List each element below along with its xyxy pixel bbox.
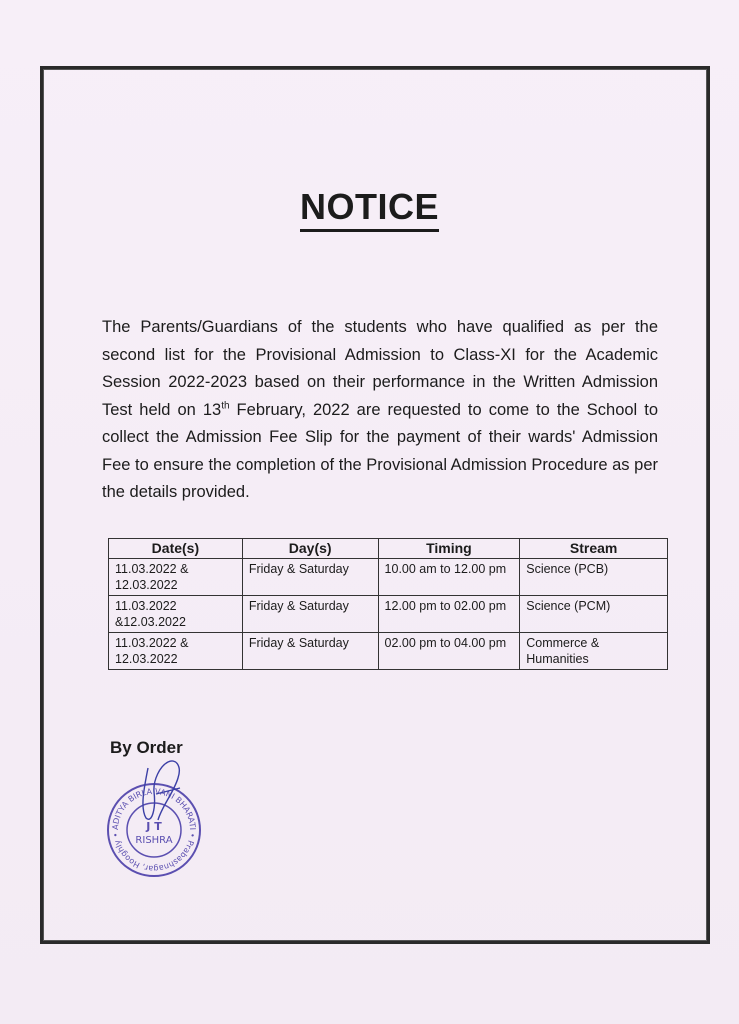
cell-dates: 11.03.2022 & 12.03.2022: [109, 633, 243, 670]
header-dates: Date(s): [109, 539, 243, 559]
cell-timing: 12.00 pm to 02.00 pm: [378, 596, 520, 633]
cell-stream: Commerce & Humanities: [520, 633, 668, 670]
cell-stream: Science (PCB): [520, 559, 668, 596]
cell-days: Friday & Saturday: [242, 596, 378, 633]
ordinal-suffix: th: [221, 400, 230, 411]
notice-title-text: NOTICE: [300, 186, 439, 232]
cell-timing: 10.00 am to 12.00 pm: [378, 559, 520, 596]
by-order-signoff: By Order: [110, 738, 183, 757]
paragraph-part-2: February, 2022 are requested to come to the School to collect the Admission Fee Slip for the payment of their wards' Admission Fee to ensure the completion of the Provisional Admission Procedure as per the details provided.: [102, 400, 658, 501]
admission-schedule-table: [108, 538, 668, 670]
seal-center-sub: RISHRA: [135, 835, 173, 846]
seal-center-text: J T: [146, 820, 162, 833]
header-timing: Timing: [378, 539, 520, 559]
cell-dates: 11.03.2022 & 12.03.2022: [109, 559, 243, 596]
header-days: Day(s): [242, 539, 378, 559]
signature-icon: [134, 748, 194, 828]
paragraph-part-1: The Parents/Guardians of the students who have qualified as per the second list for the Provisional Admission to Class-XI for the Academic Session 2022-2023 based on their performance in the Written Admission Test held on 13: [102, 318, 658, 419]
cell-days: Friday & Saturday: [242, 559, 378, 596]
cell-stream: Science (PCM): [520, 596, 668, 633]
table-row: [109, 633, 668, 670]
table-row: [109, 596, 668, 633]
notice-title: [0, 186, 739, 228]
seal-ring-text: ADITYA BIRLA VANI BHARATI • Prabashnagar, Hooghly •: [110, 786, 198, 874]
table-row: [109, 559, 668, 596]
cell-days: Friday & Saturday: [242, 633, 378, 670]
header-stream: Stream: [520, 539, 668, 559]
cell-timing: 02.00 pm to 04.00 pm: [378, 633, 520, 670]
notice-paragraph: [102, 314, 658, 507]
cell-dates: 11.03.2022 &12.03.2022: [109, 596, 243, 633]
table-header-row: [109, 539, 668, 559]
